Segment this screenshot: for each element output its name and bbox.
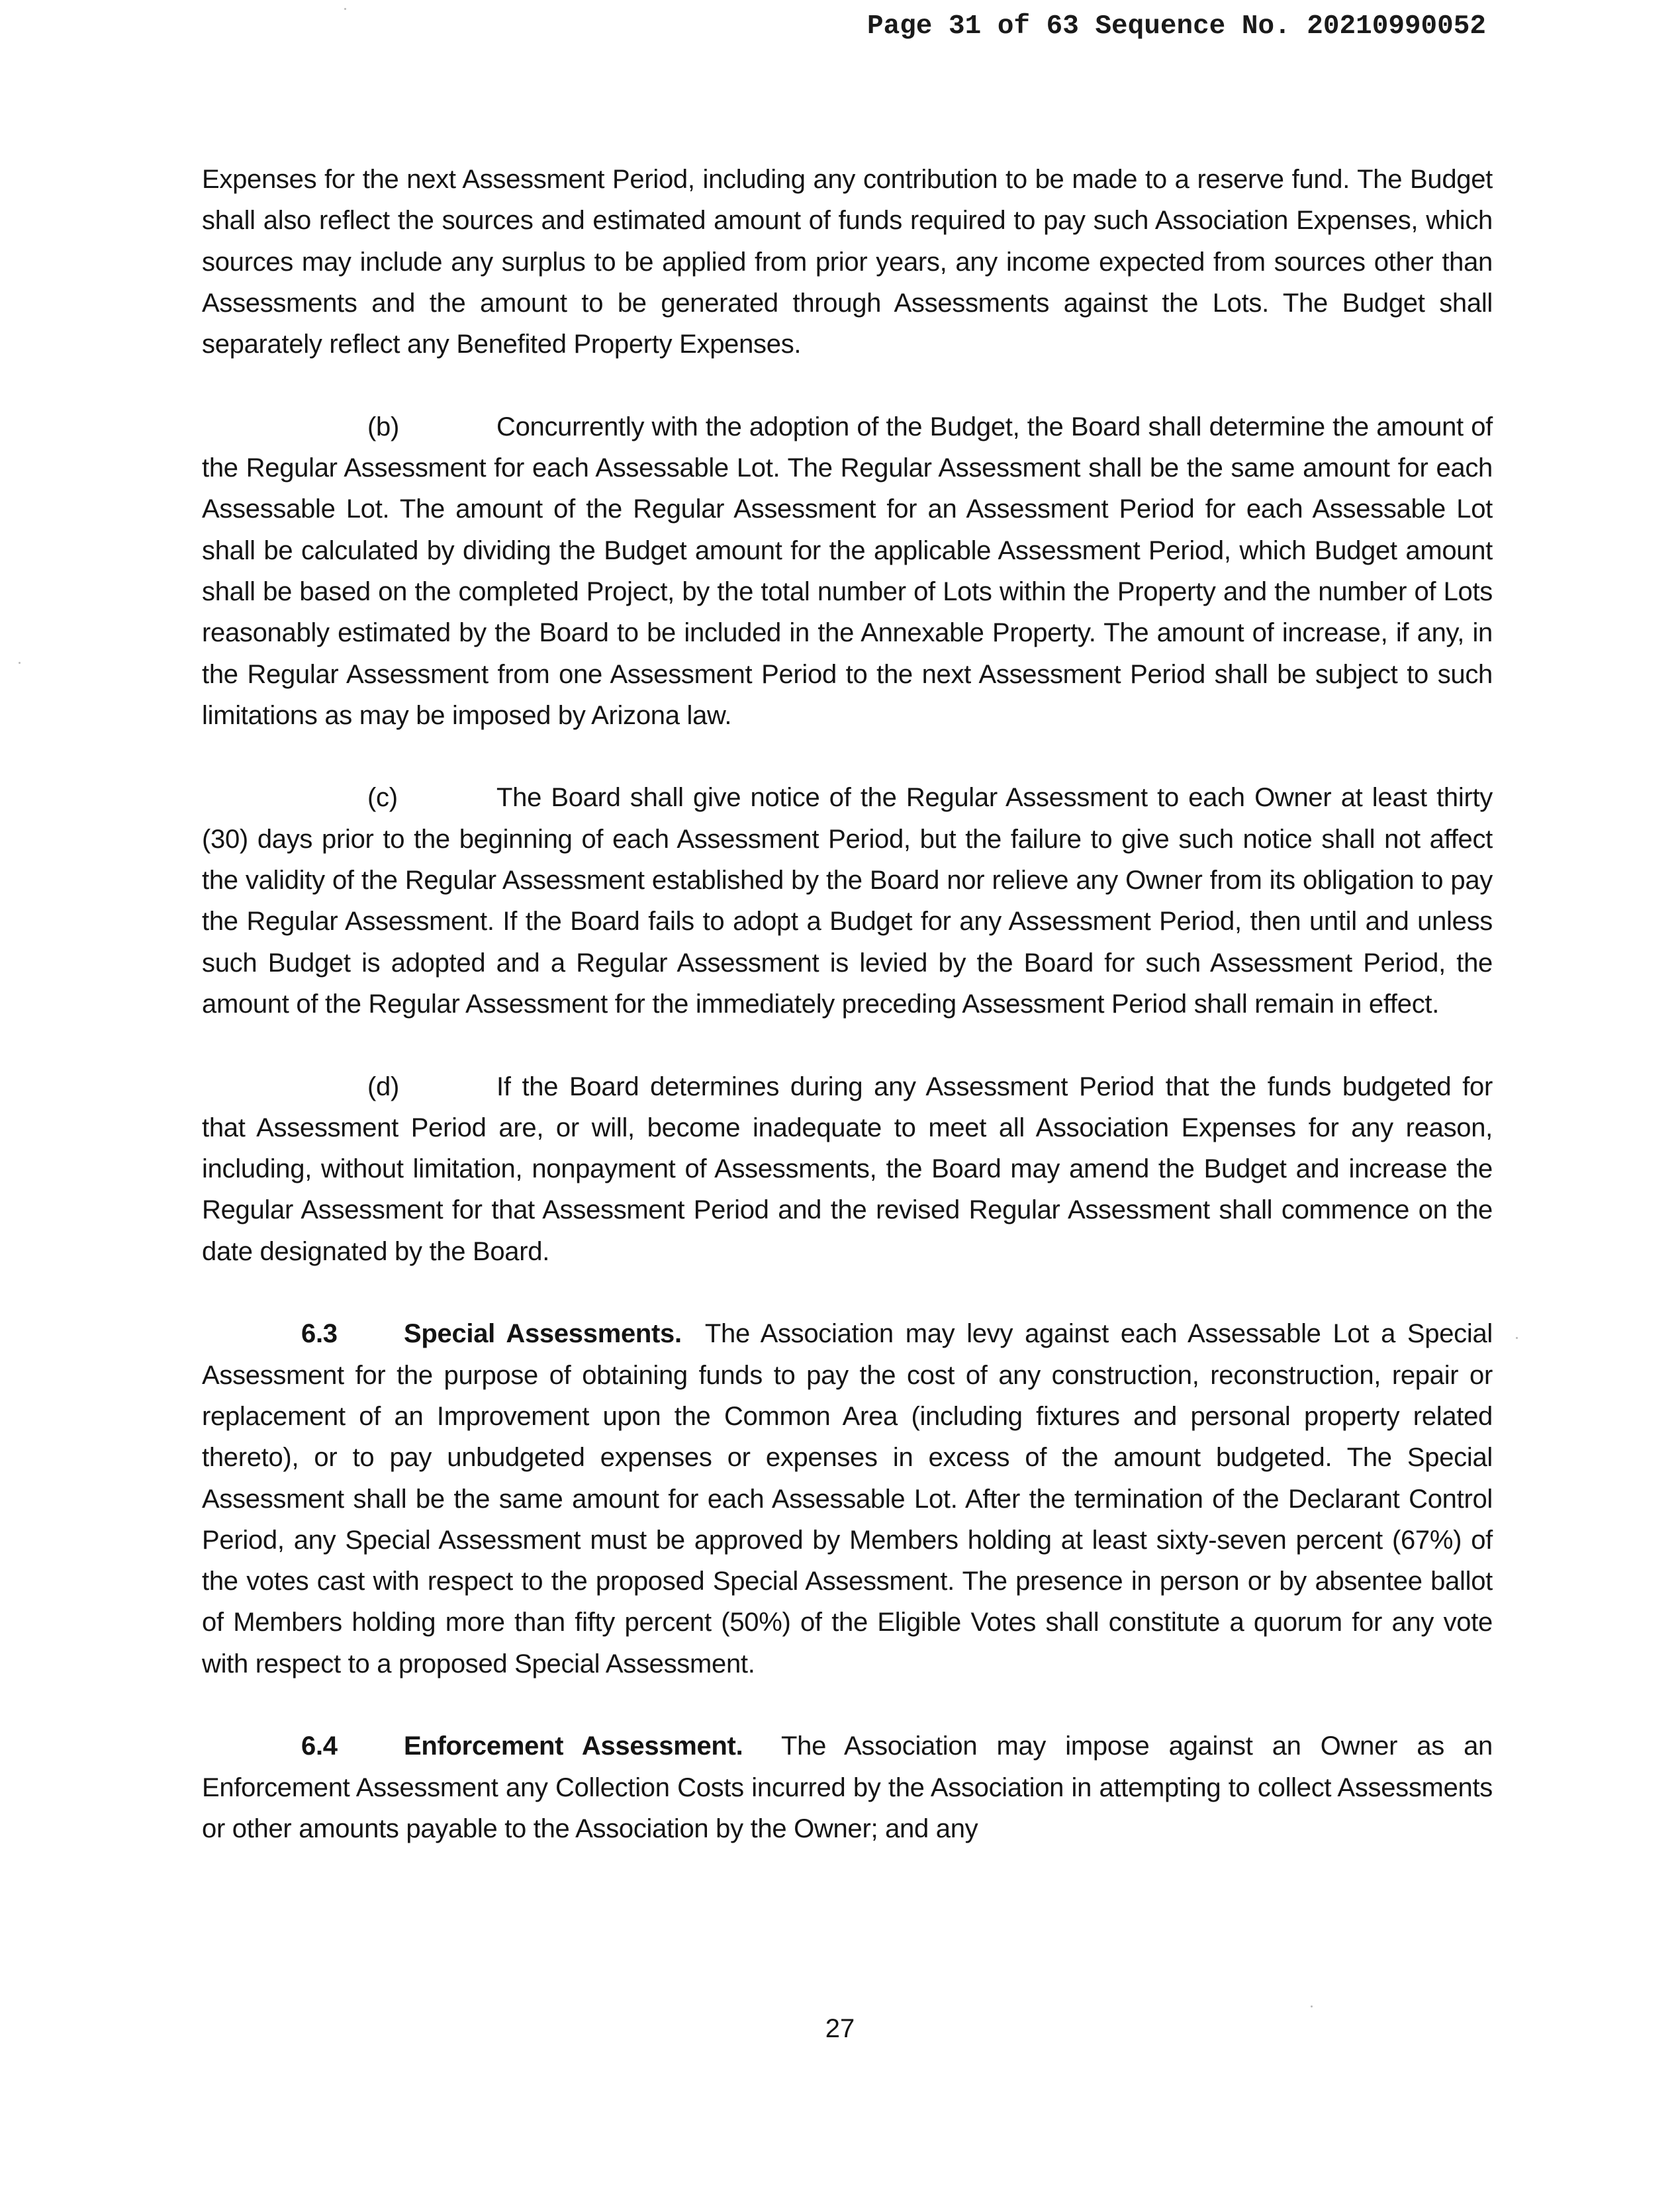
subparagraph-text: The Board shall give notice of the Regular Assessment to each Owner at least thirty (30) days prior to the beginning of each Assessment Period, but the failure to give such notice shall not affect the validity of the Regular Assessment established by the Board nor relieve any Owner from its obligation to pay the Regular Assessment. If the Board fails to adopt a Budget for any Assessment Period, then until and unless such Budget is adopted and a Regular Assessment is levied by the Board for such Assessment Period, the amount of the Regular Assessment for the immediately preceding Assessment Period shall remain in effect.: [202, 783, 1493, 1019]
subparagraph-marker: (d): [367, 1072, 399, 1101]
section-title: Enforcement Assessment.: [404, 1731, 743, 1761]
section-6-4: [202, 1725, 1493, 1849]
subparagraph-b: [202, 406, 1493, 736]
scan-speck: [344, 8, 346, 10]
section-title: Special Assessments.: [404, 1319, 682, 1349]
section-text: The Association may levy against each Assessable Lot a Special Assessment for the purpose of obtaining funds to pay the cost of any construction, reconstruction, repair or replacement of an Improvement upon the Common Area (including fixtures and personal property related thereto), or to pay unbudgeted expenses or expenses in excess of the amount budgeted. The Special Assessment shall be the same amount for each Assessable Lot. After the termination of the Declarant Control Period, any Special Assessment must be approved by Members holding at least sixty-seven percent (67%) of the votes cast with respect to the proposed Special Assessment. The presence in person or by absentee ballot of Members holding more than fifty percent (50%) of the Eligible Votes shall constitute a quorum for any vote with respect to a proposed Special Assessment.: [202, 1319, 1493, 1679]
document-body: [202, 159, 1493, 1890]
subparagraph-d: [202, 1066, 1493, 1272]
subparagraph-text: If the Board determines during any Assessment Period that the funds budgeted for that Assessment Period are, or will, become inadequate to meet all Association Expenses for any reason, including, without limitation, nonpayment of Assessments, the Board may amend the Budget and increase the Regular Assessment for that Assessment Period and the revised Regular Assessment shall commence on the date designated by the Board.: [202, 1072, 1493, 1266]
document-header: Page 31 of 63 Sequence No. 20210990052: [867, 11, 1486, 42]
section-number: 6.4: [301, 1731, 338, 1761]
paragraph-continuation: Expenses for the next Assessment Period, including any contribution to be made to a reserve fund. The Budget shall also reflect the sources and estimated amount of funds required to pay such Association Expenses, which sources may include any surplus to be applied from prior years, any income expected from sources other than Assessments and the amount to be generated through Assessments against the Lots. The Budget shall separately reflect any Benefited Property Expenses.: [202, 165, 1493, 359]
section-number: 6.3: [301, 1319, 338, 1349]
subparagraph-marker: (b): [367, 412, 399, 441]
scan-speck: [19, 662, 21, 664]
section-6-3: [202, 1313, 1493, 1684]
subparagraph-marker: (c): [367, 783, 398, 813]
subparagraph-c: [202, 777, 1493, 1025]
scan-speck: [1516, 1337, 1518, 1339]
subparagraph-text: Concurrently with the adoption of the Budget, the Board shall determine the amount of the Regular Assessment for each Assessable Lot. The Regular Assessment shall be the same amount for each Assessable Lot. The amount of the Regular Assessment for an Assessment Period for each Assessable Lot shall be calculated by dividing the Budget amount for the applicable Assessment Period, which Budget amount shall be based on the completed Project, by the total number of Lots within the Property and the number of Lots reasonably estimated by the Board to be included in the Annexable Property. The amount of increase, if any, in the Regular Assessment from one Assessment Period to the next Assessment Period shall be subject to such limitations as may be imposed by Arizona law.: [202, 412, 1493, 730]
section-text: The Association may impose against an Owner as an Enforcement Assessment any Collection Costs incurred by the Association in attempting to collect Assessments or other amounts payable to the Association by the Owner; and any: [202, 1731, 1493, 1843]
scan-speck: [1311, 2005, 1313, 2007]
page-number: 27: [825, 2014, 855, 2043]
